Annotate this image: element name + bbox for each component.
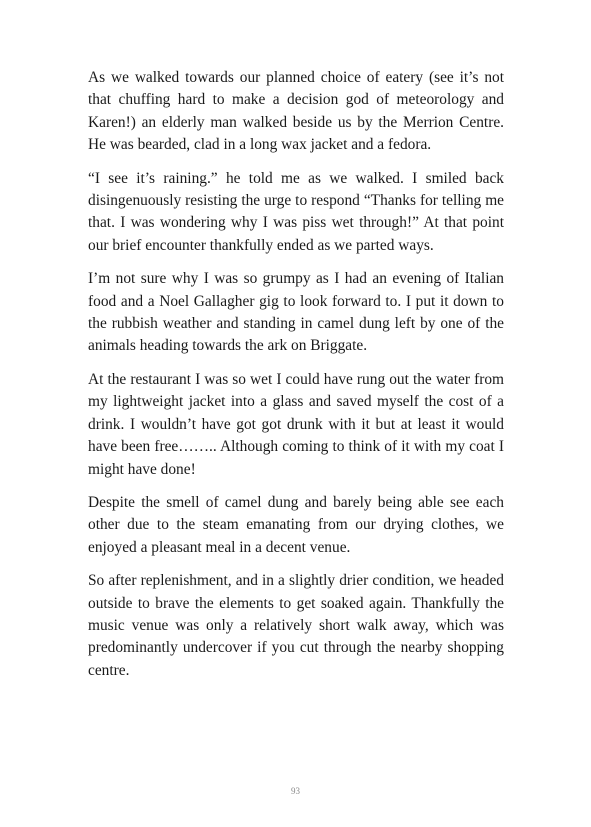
page-number: 93 (291, 786, 300, 796)
paragraph-3: I’m not sure why I was so grumpy as I had an evening of Italian food and a Noel Gallagher gig to look forward to. I put it down to the rubbish weather and standing in camel dung left by one of the animals heading towards the ark on Briggate. (88, 270, 504, 355)
paragraph-4: At the restaurant I was so wet I could have rung out the water from my lightweight jacket into a glass and saved myself the cost of a drink. I wouldn’t have got got drunk with it but at least it would have been free…….. Although coming to think of it with my coat I might have done! (88, 370, 504, 478)
paragraph-1: As we walked towards our planned choice of eatery (see it’s not that chuffing hard to make a decision god of meteorology and Karen!) an elderly man walked beside us by the Merrion Centre. He was bearded, clad in a long wax jacket and a fedora. (88, 69, 504, 154)
body-text (88, 67, 504, 693)
paragraph-2: “I see it’s raining.” he told me as we walked. I smiled back disingenuously resisting the urge to respond “Thanks for telling me that. I was wondering why I was piss wet through!” At that point our brief encounter thankfully ended as we parted ways. (88, 169, 504, 254)
paragraph-5: Despite the smell of camel dung and barely being able see each other due to the steam emanating from our drying clothes, we enjoyed a pleasant meal in a decent venue. (88, 493, 504, 556)
paragraph-6: So after replenishment, and in a slightly drier condition, we headed outside to brave the elements to get soaked again. Thankfully the music venue was only a relatively short walk away, which was predominantly undercover if you cut through the nearby shopping centre. (88, 572, 504, 679)
